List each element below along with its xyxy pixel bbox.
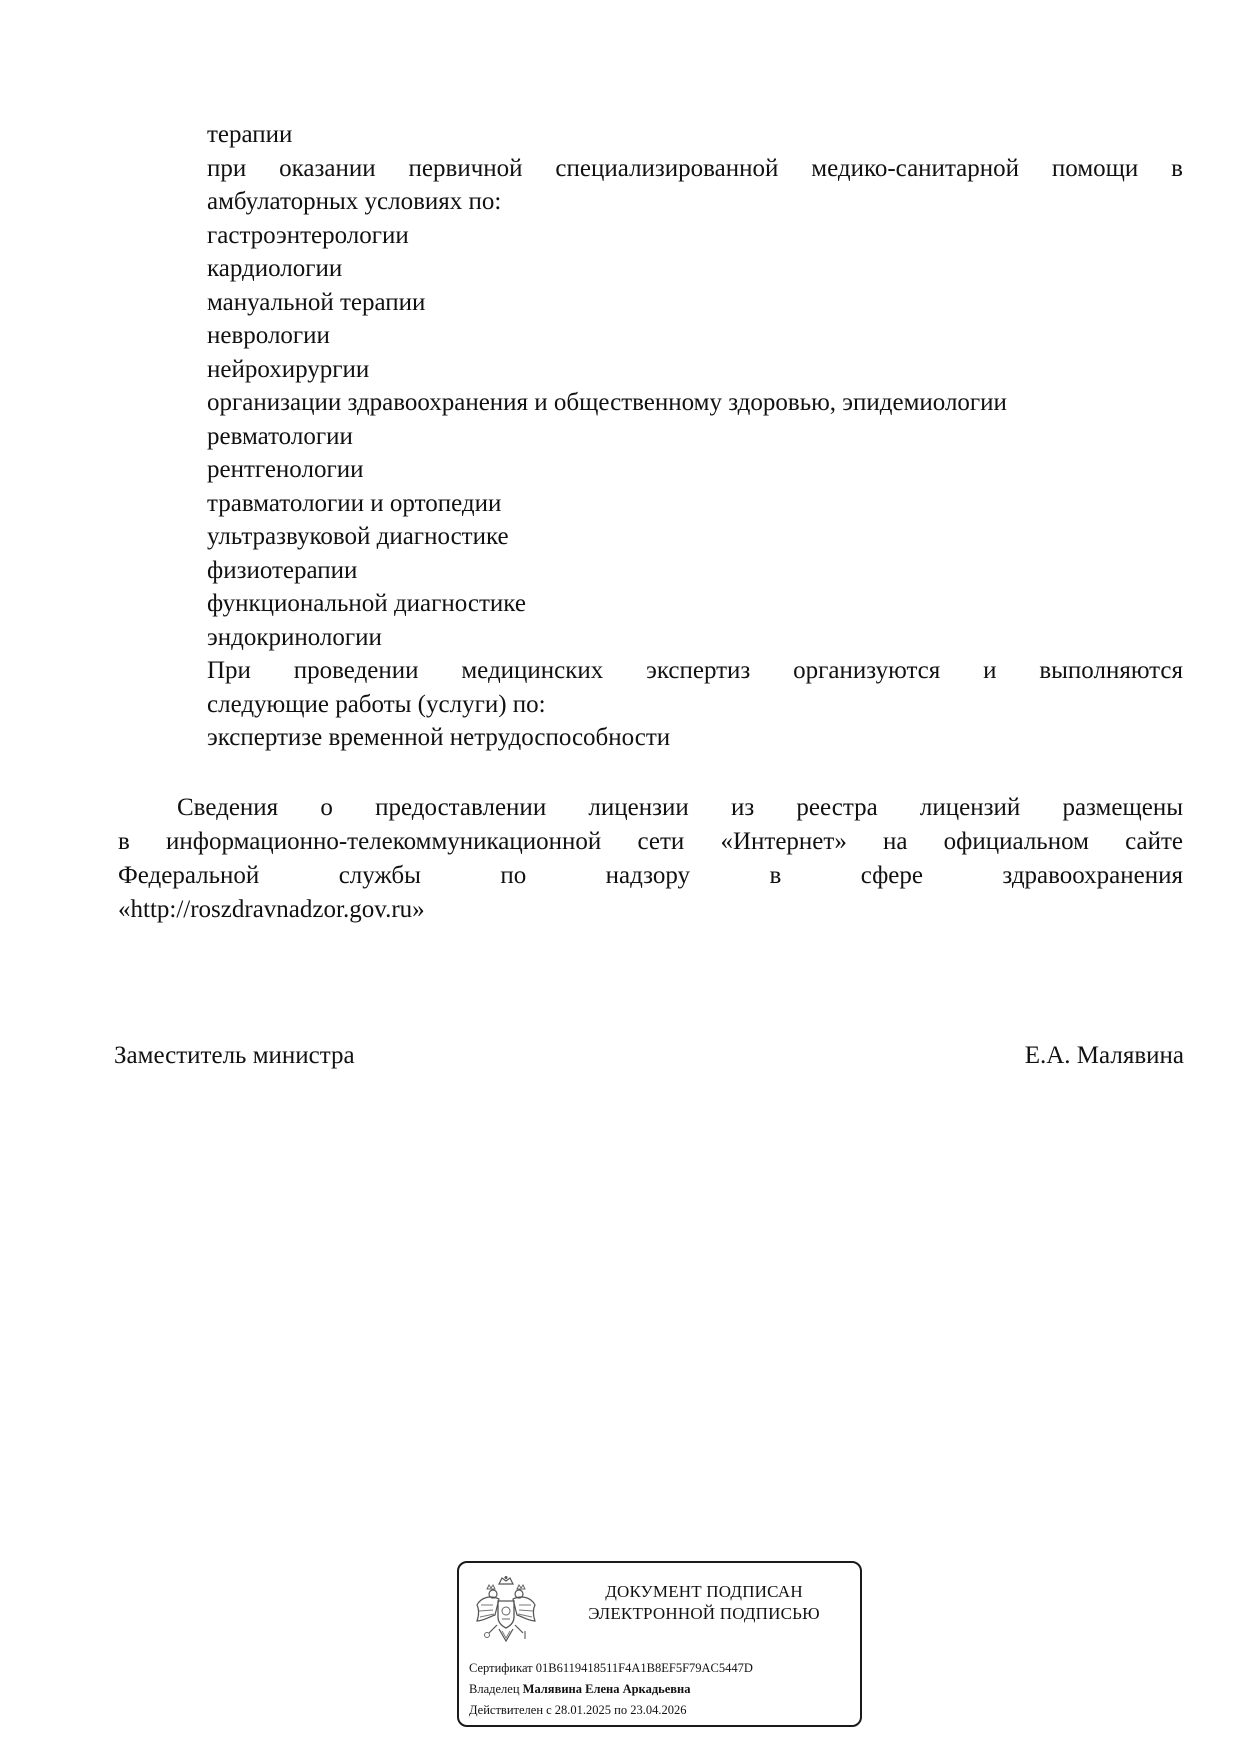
- paragraph-line: Федеральной службы по надзору в сфере здравоохранения: [118, 862, 1183, 889]
- validity-text: Действителен с 28.01.2025 по 23.04.2026: [469, 1703, 687, 1717]
- owner-label: Владелец: [469, 1682, 520, 1696]
- list-item: функциональной диагностике: [207, 590, 526, 617]
- signatory-position: Заместитель министра: [114, 1042, 355, 1069]
- list-item: следующие работы (услуги) по:: [207, 690, 546, 718]
- list-item: гастроэнтерологии: [207, 221, 409, 249]
- list-item: мануальной терапии: [207, 288, 426, 316]
- certificate-value: 01B6119418511F4A1B8EF5F79AC5447D: [535, 1661, 753, 1675]
- list-item: нейрохирургии: [207, 355, 370, 383]
- list-item: терапии: [207, 121, 293, 148]
- list-item: травматологии и ортопедии: [207, 489, 502, 517]
- registry-url-text: «http://roszdravnadzor.gov.ru»: [118, 896, 425, 923]
- certificate-label: Сертификат: [469, 1661, 533, 1675]
- list-item: амбулаторных условиях по:: [207, 188, 502, 215]
- list-item: физиотерапии: [207, 556, 358, 584]
- paragraph-line: в информационно-телекоммуникационной сети «Интернет» на официальном сайте: [118, 828, 1183, 855]
- list-item: экспертизе временной нетрудоспособности: [207, 724, 671, 751]
- electronic-signature-stamp: [457, 1561, 862, 1727]
- list-item: При проведении медицинских экспертиз организуются и выполняются: [207, 657, 1183, 684]
- stamp-title-line: ДОКУМЕНТ ПОДПИСАН: [605, 1582, 803, 1601]
- stamp-title-line: ЭЛЕКТРОННОЙ ПОДПИСЬЮ: [588, 1604, 820, 1623]
- license-registry-paragraph: [118, 791, 1183, 927]
- stamp-title: [559, 1581, 849, 1625]
- signatory-name: Е.А. Малявина: [1024, 1042, 1184, 1069]
- owner-row: [469, 1679, 859, 1700]
- list-item: неврологии: [207, 322, 330, 349]
- list-item: ревматологии: [207, 422, 353, 450]
- paragraph-line: Сведения о предоставлении лицензии из реестра лицензий размещены: [177, 794, 1183, 821]
- certificate-row: [469, 1658, 859, 1679]
- owner-value: Малявина Елена Аркадьевна: [522, 1682, 691, 1696]
- list-item: при оказании первичной специализированной медико-санитарной помощи в: [207, 154, 1183, 182]
- list-item: организации здравоохранения и общественному здоровью, эпидемиологии: [207, 389, 1007, 416]
- list-item: рентгенологии: [207, 456, 364, 483]
- russian-coat-of-arms-icon: [473, 1575, 539, 1647]
- list-item: эндокринологии: [207, 623, 382, 651]
- stamp-details: [469, 1658, 859, 1721]
- licensed-services-list: [207, 118, 1183, 755]
- list-item: кардиологии: [207, 255, 343, 282]
- list-item: ультразвуковой диагностике: [207, 523, 509, 550]
